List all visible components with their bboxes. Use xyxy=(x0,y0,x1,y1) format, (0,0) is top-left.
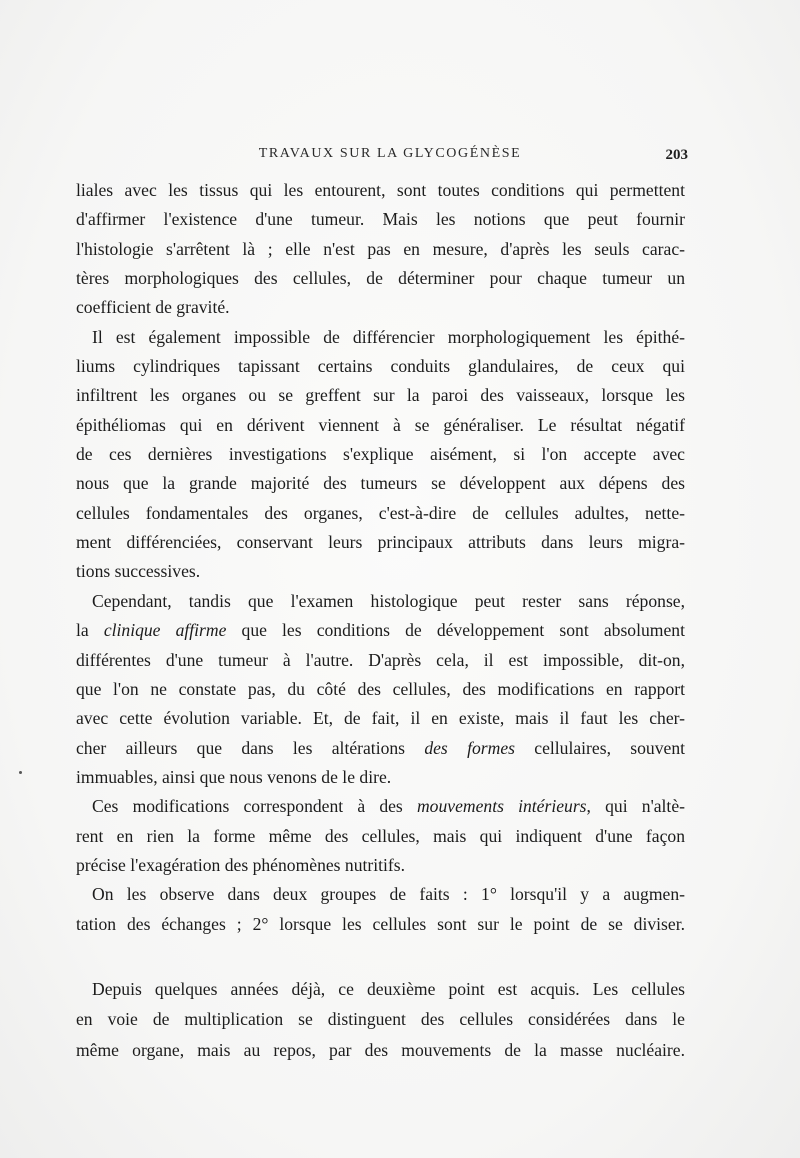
text-line: l'histologie s'arrêtent là ; elle n'est pas en mesure, d'après les seuls carac- xyxy=(76,238,685,259)
text-line: immuables, ainsi que nous venons de le dire. xyxy=(76,766,392,787)
italic-phrase: clinique affirme xyxy=(103,620,227,641)
text-line: en voie de multiplication se distinguent des cellules considérées dans le xyxy=(76,1009,685,1030)
paragraph xyxy=(76,323,685,587)
text-line: liales avec les tissus qui les entourent, sont toutes conditions qui permettent xyxy=(76,180,685,200)
paragraph xyxy=(76,880,685,939)
text-line: On les observe dans deux groupes de faits : 1° lorsqu'il y a augmen- xyxy=(92,884,685,905)
text-line: nous que la grande majorité des tumeurs se développent aux dépens des xyxy=(76,473,685,494)
section-gap xyxy=(76,939,685,974)
text-line: de ces dernières investigations s'explique aisément, si l'on accepte avec xyxy=(76,444,685,465)
text-line: précise l'exagération des phénomènes nutritifs. xyxy=(76,854,406,875)
text-line: tions successives. xyxy=(76,561,201,582)
text-line: épithéliomas qui en dérivent viennent à se généraliser. Le résultat négatif xyxy=(76,414,685,435)
italic-phrase: des formes xyxy=(424,737,515,758)
text-line: cellules fondamentales des organes, c'est-à-dire de cellules adultes, nette- xyxy=(76,502,685,523)
page-number: 203 xyxy=(665,147,688,163)
paragraph xyxy=(76,176,685,323)
text-line: cher ailleurs que dans les altérations des formes cellulaires, souvent xyxy=(76,737,686,758)
text-line: liums cylindriques tapissant certains conduits glandulaires, de ceux qui xyxy=(76,356,685,377)
text-line: que l'on ne constate pas, du côté des cellules, des modifications en rapport xyxy=(76,678,685,699)
text-line: Depuis quelques années déjà, ce deuxième point est acquis. Les cellules xyxy=(92,978,685,999)
paragraph xyxy=(76,587,685,792)
running-head xyxy=(76,146,688,170)
text-line: coefficient de gravité. xyxy=(76,297,230,318)
text-line: rent en rien la forme même des cellules, mais qui indiquent d'une façon xyxy=(76,825,685,846)
margin-mark xyxy=(19,771,22,774)
text-line: tères morphologiques des cellules, de déterminer pour chaque tumeur un xyxy=(76,268,685,289)
body-text xyxy=(76,176,685,1065)
text-line: tation des échanges ; 2° lorsque les cellules sont sur le point de se diviser. xyxy=(76,913,685,934)
text-line: ment différenciées, conservant leurs principaux attributs dans leurs migra- xyxy=(76,532,685,553)
running-title: TRAVAUX SUR LA GLYCOGÉNÈSE xyxy=(258,146,522,161)
italic-phrase: mouvements intérieurs xyxy=(416,796,587,817)
text-line: la clinique affirme que les conditions de développement sont absolument xyxy=(76,620,685,641)
text-line: Ces modifications correspondent à des mouvements intérieurs, qui n'altè- xyxy=(92,796,685,817)
text-line: infiltrent les organes ou se greffent sur la paroi des vaisseaux, lorsque les xyxy=(76,385,685,406)
text-line: Il est également impossible de différencier morphologiquement les épithé- xyxy=(92,326,685,347)
text-line: même organe, mais au repos, par des mouvements de la masse nucléaire. xyxy=(76,1039,685,1060)
paragraph xyxy=(76,792,685,880)
text-line: d'affirmer l'existence d'une tumeur. Mais les notions que peut fournir xyxy=(76,209,685,230)
text-line: différentes d'une tumeur à l'autre. D'après cela, il est impossible, dit-on, xyxy=(76,649,685,670)
text-line: Cependant, tandis que l'examen histologique peut rester sans réponse, xyxy=(92,590,685,611)
text-line: avec cette évolution variable. Et, de fait, il en existe, mais il faut les cher- xyxy=(76,708,685,729)
paragraph xyxy=(76,974,685,1066)
